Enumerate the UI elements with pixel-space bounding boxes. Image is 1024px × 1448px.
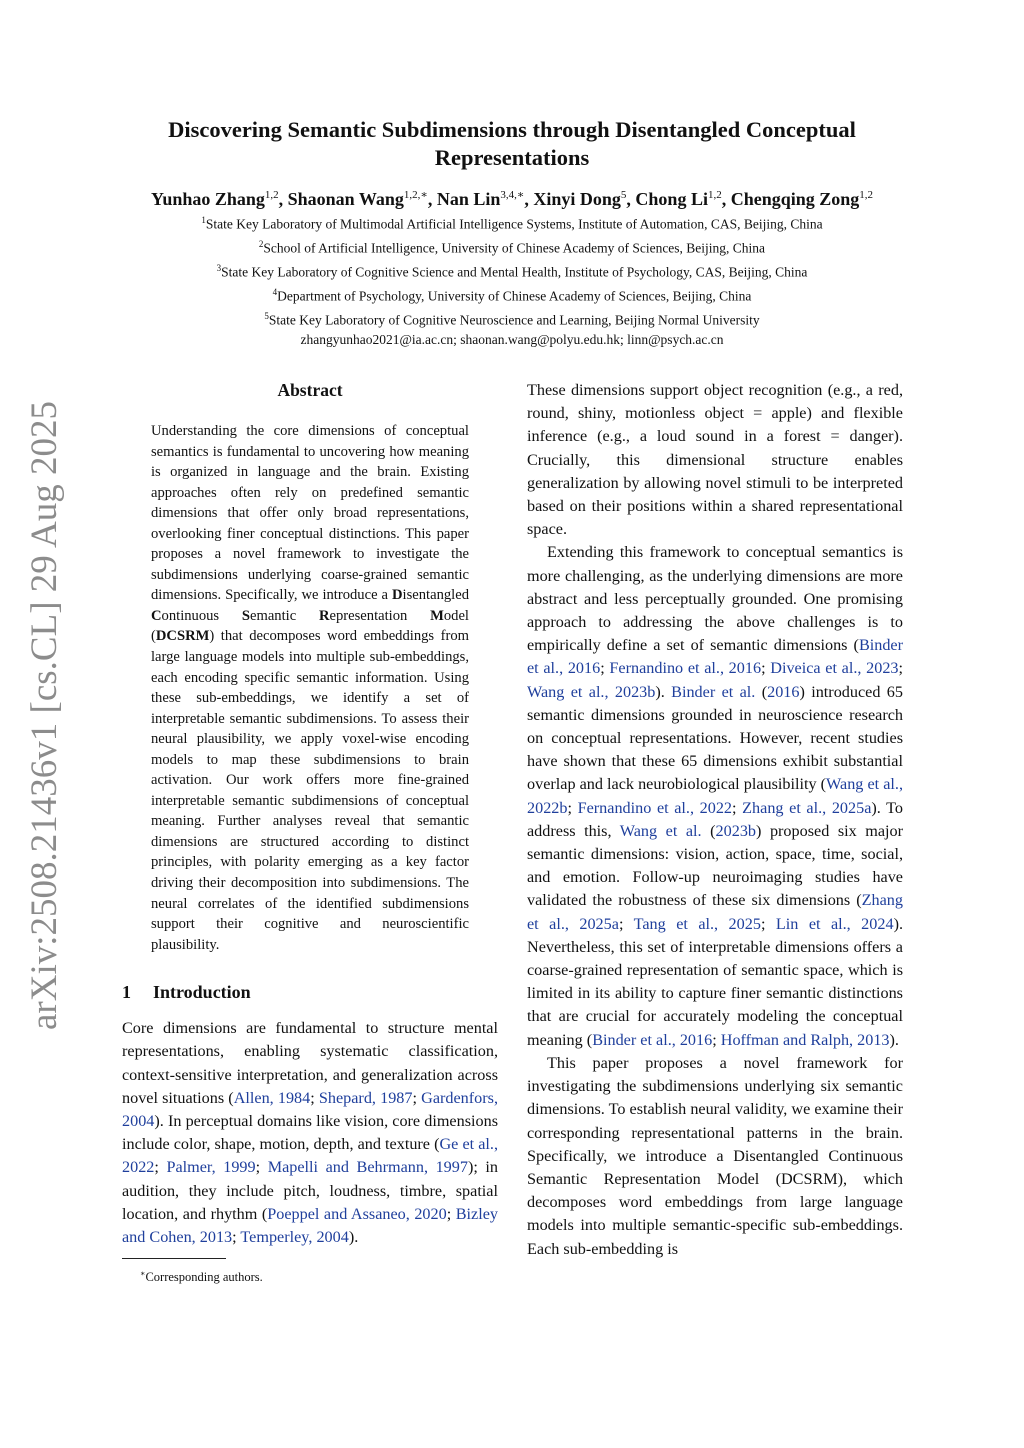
text-run: ). <box>889 1030 899 1049</box>
citation-link[interactable]: Allen, 1984 <box>233 1088 311 1107</box>
author: Shaonan Wang$^{1,2,∗}$ <box>287 189 428 209</box>
section-heading: 1 Introduction <box>122 982 251 1003</box>
citation-link[interactable]: Binder et al. <box>671 682 756 701</box>
author: Nan Lin$^{3,4,∗}$ <box>436 189 525 209</box>
text-run: ). Nevertheless, this set of interpretable dimensions offers a coarse-grained representation of semantic space, which is limited in its ability to capture finer semantic distinctions that are crucial for accurately modeling the conceptual meaning ( <box>527 914 903 1049</box>
citation-link[interactable]: Wang et al. <box>619 821 702 840</box>
paper-title: Discovering Semantic Subdimensions through Disentangled Conceptual Representations <box>168 117 856 170</box>
citation-link[interactable]: Poeppel and Assaneo, 2020 <box>267 1204 447 1223</box>
text-run: ; <box>154 1158 167 1177</box>
text-run: ; <box>732 798 743 817</box>
text-run: ; <box>618 914 634 933</box>
intro-paragraph <box>122 1017 498 1249</box>
email-list: zhangyunhao2021@ia.ac.cn; shaonan.wang@polyu.edu.hk; linn@psych.ac.cn <box>300 332 724 347</box>
text-run: ; <box>760 914 776 933</box>
footnote-divider <box>122 1258 226 1259</box>
text-run: ( <box>701 821 716 840</box>
body-paragraph: This paper proposes a novel framework for investigating the subdimensions underlying six semantic dimensions. To establish neural validity, we examine their corresponding representational patterns in the brain. Specifically, we introduce a Disentangled Continuous Semantic Representation Model (DCSRM), which decomposes word embeddings from large language models into multiple semantic-specific sub-embeddings. Each sub-embedding is <box>527 1053 903 1258</box>
citation-link[interactable]: Fernandino et al., 2022 <box>577 798 733 817</box>
text-run: ). To address this, <box>527 798 904 840</box>
citation-link[interactable]: Hoffman and Ralph, 2013 <box>720 1030 890 1049</box>
left-column <box>122 378 498 1286</box>
text-run: ) introduced 65 semantic dimensions grounded in neuroscience research on conceptual representations. However, recent studies have shown that these 65 dimensions exhibit substantial overlap and lack neurobiological plausibility ( <box>527 682 903 794</box>
text-run: Extending this framework to conceptual semantics is more challenging, as the underlying dimensions are more abstract and less perceptually grounded. One promising approach to addressing the above challenges is to empirically define a set of semantic dimensions ( <box>527 543 903 655</box>
author: Yunhao Zhang$^{1,2}$ <box>150 189 279 209</box>
affiliation: $^5$State Key Laboratory of Cognitive Neuroscience and Learning, Beijing Normal University <box>264 311 760 328</box>
text-run: ) proposed six major semantic dimensions: vision, action, space, time, social, and emotion. Follow-up neuroimaging studies have validated the robustness of these six dimensions ( <box>527 821 904 910</box>
author-list: Yunhao Zhang$^{1,2}$, Shaonan Wang$^{1,2,∗}$, Nan Lin$^{3,4,∗}$, Xinyi Dong$^5$, Chong Li$^{1,2}$, Chengqing Zong$^{1,2}$ <box>150 189 874 209</box>
model-name: Disentangled Continuous Semantic Representation Model <box>151 587 469 624</box>
affiliation: $^1$State Key Laboratory of Multimodal Artificial Intelligence Systems, Institute of Automation, CAS, Beijing, China <box>201 215 823 232</box>
abstract-text: Understanding the core dimensions of conceptual semantics is fundamental to uncovering how meaning is organized in language and the brain. Existing approaches often rely on predefined semantic dimensions that offer only broad representations, overlooking finer conceptual distinctions. This paper proposes a novel framework to investigate the subdimensions underlying coarse-grained semantic dimensions. Specifically, we introduce a Disentangled Continuous Semantic Representation Model (DCSRM) that decomposes word embeddings from large language models into multiple sub-embeddings, each encoding specific semantic information. Using these sub-embeddings, we identify a set of interpretable semantic subdimensions. To assess their neural plausibility, we apply voxel-wise encoding models to map these subdimensions to brain activation. Our work offers more fine-grained interpretable semantic subdimensions of conceptual meaning. Further analyses reveal that semantic dimensions are structured according to distinct principles, with polarity emerging as a key factor driving their decomposition into subdimensions. The neural correlates of the identified subdimensions support their cognitive and neuroscientific plausibility. <box>151 423 469 953</box>
text-run: ; <box>567 798 578 817</box>
citation-link[interactable]: Zhang et al., 2025a <box>527 891 903 933</box>
text-run: ). <box>348 1228 359 1247</box>
citation-link[interactable]: Ge et al., 2022 <box>122 1135 498 1177</box>
body-paragraph: These dimensions support object recognition (e.g., a red, round, shiny, motionless object = apple) and flexible inference (e.g., a loud sound in a forest = danger). Crucially, this dimensional structure enables generalization by allowing novel stimuli to be interpreted based on their positions within a shared representational space. <box>527 381 903 539</box>
text-run: Core dimensions are fundamental to structure mental representations, enabling systematic classification, context-sensitive interpretation, and generalization across novel situations ( <box>122 1019 498 1107</box>
text-run: ; <box>898 659 904 678</box>
citation-link[interactable]: Tang et al., 2025 <box>633 914 761 933</box>
affiliation: $^4$Department of Psychology, University of Chinese Academy of Sciences, Beijing, China <box>272 287 752 304</box>
affiliation: $^3$State Key Laboratory of Cognitive Science and Mental Health, Institute of Psychology, CAS, Beijing, China <box>216 263 808 280</box>
body-paragraph <box>527 541 903 1051</box>
text-run: ; <box>712 1030 721 1049</box>
arxiv-stamp: arXiv:2508.21436v1 [cs.CL] 29 Aug 2025 <box>24 401 65 1030</box>
citation-link[interactable]: Temperley, 2004 <box>240 1228 349 1247</box>
text-run: ; <box>412 1088 422 1107</box>
citation-link[interactable]: Lin et al., 2024 <box>775 914 894 933</box>
text-run: ; <box>446 1204 456 1223</box>
citation-link[interactable]: Shepard, 1987 <box>318 1088 413 1107</box>
citation-link[interactable]: Fernandino et al., 2016 <box>609 659 762 678</box>
right-column <box>527 379 903 1261</box>
citation-link[interactable]: Gardenfors, 2004 <box>122 1088 498 1131</box>
citation-link[interactable]: Mapelli and Behrmann, 1997 <box>267 1158 468 1177</box>
text-run: ). <box>655 682 672 701</box>
affiliation: $^2$School of Artificial Intelligence, University of Chinese Academy of Sciences, Beijing, China <box>258 239 766 256</box>
citation-link[interactable]: Diveica et al., 2023 <box>770 659 899 678</box>
text-run: ; <box>310 1088 319 1107</box>
text-run: ; <box>761 659 771 678</box>
abstract-heading: Abstract <box>277 380 343 400</box>
text-run: ). In perceptual domains like vision, core dimensions include color, shape, motion, depth, and texture ( <box>122 1112 498 1154</box>
text-run: ; <box>600 659 610 678</box>
footnote: ∗Corresponding authors. <box>140 1269 263 1285</box>
text-run: ); in audition, they include pitch, loudness, timbre, spatial location, and rhythm ( <box>122 1158 498 1223</box>
text-run: ; <box>255 1158 268 1177</box>
author: Chengqing Zong$^{1,2}$ <box>730 189 874 209</box>
citation-link[interactable]: Bizley and Cohen, 2013 <box>122 1204 498 1247</box>
text-run: ( <box>755 682 768 701</box>
citation-link[interactable]: Palmer, 1999 <box>166 1158 256 1177</box>
text-run: ; <box>232 1228 241 1247</box>
citation-link[interactable]: Wang et al., 2022b <box>527 775 903 817</box>
citation-link[interactable]: 2016 <box>767 682 800 701</box>
author: Chong Li$^{1,2}$ <box>635 189 722 209</box>
citation-link[interactable]: Zhang et al., 2025a <box>742 798 872 817</box>
citation-link[interactable]: Binder et al., 2016 <box>527 636 903 678</box>
author: Xinyi Dong$^5$ <box>533 189 627 209</box>
citation-link[interactable]: 2023b <box>715 821 757 840</box>
citation-link[interactable]: Binder et al., 2016 <box>592 1030 713 1049</box>
citation-link[interactable]: Wang et al., 2023b <box>527 682 656 701</box>
